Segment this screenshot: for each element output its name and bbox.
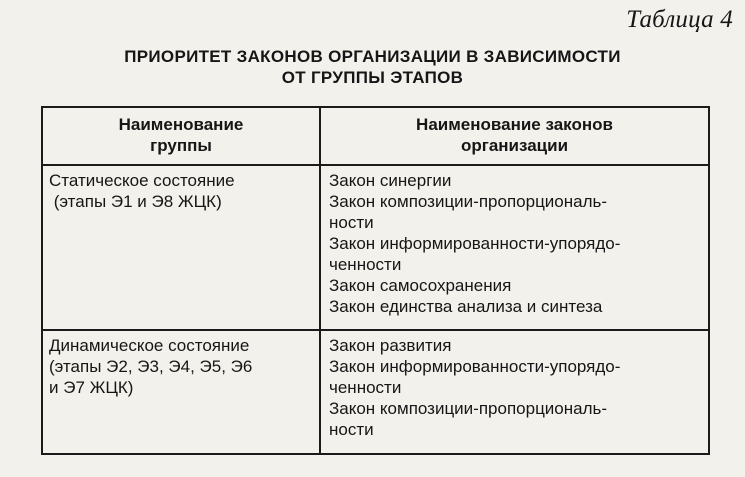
law-composition-line-1: Закон композиции-пропорциональ- bbox=[329, 192, 608, 211]
table-header-row bbox=[42, 107, 709, 165]
header-laws-name bbox=[320, 107, 709, 165]
laws-cell-static bbox=[320, 165, 709, 330]
law-informedness-line-2: ченности bbox=[329, 255, 402, 274]
law-development bbox=[329, 335, 702, 356]
laws-priority-table bbox=[41, 106, 710, 455]
group-static-line-1: Статическое состояние bbox=[49, 171, 235, 190]
group-cell-dynamic bbox=[42, 330, 320, 454]
laws-cell-dynamic bbox=[320, 330, 709, 454]
table-heading-line-2: ОТ ГРУППЫ ЭТАПОВ bbox=[281, 68, 464, 87]
law-informedness-orderliness bbox=[329, 356, 702, 398]
header-group-name-line-2: группы bbox=[150, 136, 212, 155]
header-laws-name-line-1: Наименование законов bbox=[416, 115, 613, 134]
law-synergy-line-1: Закон синергии bbox=[329, 171, 452, 190]
group-dynamic-line-3: и Э7 ЖЦК) bbox=[49, 378, 134, 397]
table-heading-line-1: ПРИОРИТЕТ ЗАКОНОВ ОРГАНИЗАЦИИ В ЗАВИСИМОСТИ bbox=[124, 47, 621, 66]
law-composition-line-1: Закон композиции-пропорциональ- bbox=[329, 399, 608, 418]
group-dynamic-line-1: Динамическое состояние bbox=[49, 336, 250, 355]
law-composition-line-2: ности bbox=[329, 420, 374, 439]
header-laws-name-line-2: организации bbox=[460, 136, 569, 155]
header-group-name bbox=[42, 107, 320, 165]
law-development-line-1: Закон развития bbox=[329, 336, 452, 355]
law-composition-proportionality bbox=[329, 191, 702, 233]
group-cell-static bbox=[42, 165, 320, 330]
law-composition-line-2: ности bbox=[329, 213, 374, 232]
law-informedness-line-1: Закон информированности-упорядо- bbox=[329, 234, 621, 253]
law-unity-analysis-synthesis bbox=[329, 296, 702, 317]
law-unity-line-1: Закон единства анализа и синтеза bbox=[329, 297, 603, 316]
table-heading bbox=[0, 46, 745, 88]
table-row-static bbox=[42, 165, 709, 330]
law-informedness-line-1: Закон информированности-упорядо- bbox=[329, 357, 621, 376]
table-row-dynamic bbox=[42, 330, 709, 454]
table-number-label: Таблица 4 bbox=[626, 6, 733, 33]
law-informedness-line-2: ченности bbox=[329, 378, 402, 397]
header-group-name-line-1: Наименование bbox=[118, 115, 244, 134]
law-self-preservation bbox=[329, 275, 702, 296]
law-informedness-orderliness bbox=[329, 233, 702, 275]
group-static-line-2: (этапы Э1 и Э8 ЖЦК) bbox=[49, 192, 222, 211]
law-self-preservation-line-1: Закон самосохранения bbox=[329, 276, 512, 295]
group-dynamic-line-2: (этапы Э2, Э3, Э4, Э5, Э6 bbox=[49, 357, 253, 376]
law-synergy bbox=[329, 170, 702, 191]
law-composition-proportionality bbox=[329, 398, 702, 440]
